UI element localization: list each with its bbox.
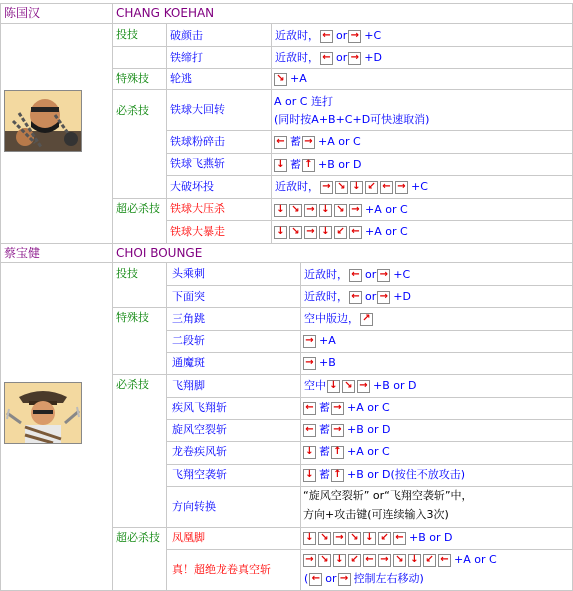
arrow-left-icon: ← (438, 554, 451, 567)
arrow-left-icon: ← (393, 532, 406, 545)
command-text: or (325, 572, 337, 585)
arrow-right-icon: → (338, 573, 351, 586)
arrow-right-icon: → (377, 269, 390, 282)
command-text: +A or C (347, 445, 390, 458)
arrow-down-icon: ↓ (363, 532, 376, 545)
arrow-down-icon: ↓ (303, 469, 316, 482)
category-label: 特殊技 (116, 311, 149, 324)
character-name-cn: 陈国汉 (4, 6, 41, 20)
move-name: 疾风飞翔斩 (172, 401, 227, 414)
command-text: +B or D(按住不放攻击) (347, 468, 466, 481)
command-text: 空中版边， (304, 312, 359, 325)
arrow-down-icon: ↓ (333, 554, 346, 567)
arrow-down-icon: ↓ (319, 204, 332, 217)
command-text: 蓄 (319, 401, 330, 414)
command-text: 近敌时， (304, 268, 348, 281)
move-command (303, 400, 391, 416)
choi-portrait (4, 382, 82, 444)
move-command (303, 422, 391, 438)
command-text: ( (304, 572, 309, 585)
move-command-line2: 方向+攻击键(可连续输入3次) (303, 508, 449, 521)
move-command (303, 355, 337, 371)
command-text: 近敌时， (275, 51, 319, 64)
arrow-up-icon: ↑ (331, 469, 344, 482)
category-label: 超必杀技 (116, 531, 160, 544)
arrow-right-icon: → (348, 30, 361, 43)
arrow-down-left-icon: ↙ (334, 226, 347, 239)
arrow-left-icon: ← (274, 136, 287, 149)
command-text: 蓄 (290, 135, 301, 148)
arrow-left-icon: ← (363, 554, 376, 567)
arrow-right-icon: → (377, 291, 390, 304)
arrow-down-right-icon: ↘ (335, 181, 348, 194)
arrow-down-right-icon: ↘ (334, 204, 347, 217)
arrow-up-icon: ↑ (302, 159, 315, 172)
move-command (274, 50, 383, 66)
arrow-left-icon: ← (349, 269, 362, 282)
command-text: 近敌时， (275, 180, 319, 193)
move-name: 龙卷疾风斩 (172, 445, 227, 458)
arrow-right-icon: → (303, 335, 316, 348)
arrow-down-icon: ↓ (274, 226, 287, 239)
chang-portrait (4, 90, 82, 152)
command-text: 控制左右移动) (353, 572, 424, 585)
command-text: 蓄 (290, 158, 301, 171)
command-text: or (336, 51, 348, 64)
super-move-name: 铁球大压杀 (170, 202, 225, 215)
command-text: +B (319, 356, 336, 369)
arrow-right-icon: → (349, 204, 362, 217)
category-label: 超必杀技 (116, 202, 160, 215)
arrow-down-left-icon: ↙ (423, 554, 436, 567)
move-name: 大破坏投 (170, 180, 214, 193)
arrow-down-left-icon: ↙ (348, 554, 361, 567)
arrow-down-icon: ↓ (274, 159, 287, 172)
arrow-down-right-icon: ↘ (289, 204, 302, 217)
move-command (274, 134, 362, 150)
move-command (303, 467, 466, 483)
move-command (303, 289, 412, 305)
arrow-down-right-icon: ↘ (318, 554, 331, 567)
move-command (274, 28, 382, 44)
move-command-row1 (303, 552, 498, 568)
move-command (274, 202, 409, 218)
command-text: +B or D (347, 423, 391, 436)
command-text: +B or D (318, 158, 362, 171)
move-command (303, 267, 411, 283)
move-command (303, 444, 391, 460)
move-command (274, 224, 409, 240)
arrow-down-left-icon: ↙ (365, 181, 378, 194)
category-label: 投技 (116, 28, 138, 41)
arrow-right-icon: → (348, 52, 361, 65)
move-command-line1: A or C 连打 (274, 95, 333, 108)
move-name: 方向转换 (172, 500, 216, 513)
arrow-left-icon: ← (349, 226, 362, 239)
command-text: +A or C (318, 135, 361, 148)
move-command-row2 (303, 571, 425, 587)
arrow-right-icon: → (331, 402, 344, 415)
move-name: 破颜击 (170, 29, 203, 42)
arrow-right-icon: → (320, 181, 333, 194)
arrow-right-icon: → (357, 380, 370, 393)
command-text: 蓄 (319, 468, 330, 481)
command-text: +A (319, 334, 336, 347)
arrow-right-icon: → (302, 136, 315, 149)
command-text: or (365, 290, 377, 303)
arrow-down-right-icon: ↘ (318, 532, 331, 545)
command-text: +B or D (373, 379, 417, 392)
command-text: +D (393, 290, 411, 303)
command-text: or (365, 268, 377, 281)
move-name: 下面突 (172, 290, 205, 303)
arrow-down-icon: ↓ (274, 204, 287, 217)
arrow-right-icon: → (304, 204, 317, 217)
arrow-right-icon: → (304, 226, 317, 239)
character-name-en: CHANG KOEHAN (116, 6, 215, 20)
move-name: 铁球粉碎击 (170, 135, 225, 148)
arrow-left-icon: ← (303, 402, 316, 415)
arrow-up-right-icon: ↗ (360, 313, 373, 326)
command-text: or (336, 29, 348, 42)
arrow-right-icon: → (395, 181, 408, 194)
category-label: 必杀技 (116, 378, 149, 391)
arrow-down-icon: ↓ (350, 181, 363, 194)
move-name: 三角跳 (172, 312, 205, 325)
arrow-right-icon: → (303, 554, 316, 567)
move-name: 铁缔打 (170, 51, 203, 64)
move-command (274, 157, 362, 173)
arrow-down-right-icon: ↘ (289, 226, 302, 239)
arrow-right-icon: → (333, 532, 346, 545)
command-text: +C (393, 268, 411, 281)
move-name: 旋风空裂斩 (172, 423, 227, 436)
move-command (274, 179, 429, 195)
arrow-down-icon: ↓ (319, 226, 332, 239)
move-name: 二段斩 (172, 334, 205, 347)
arrow-up-icon: ↑ (331, 446, 344, 459)
arrow-down-icon: ↓ (327, 380, 340, 393)
move-command (303, 378, 417, 394)
move-command (303, 530, 453, 546)
move-command (303, 333, 337, 349)
command-text: +A or C (454, 553, 497, 566)
move-name: 铁球飞燕斩 (170, 157, 225, 170)
command-text: 蓄 (319, 445, 330, 458)
command-text: 蓄 (319, 423, 330, 436)
category-label: 必杀技 (116, 104, 149, 117)
command-text: 近敌时， (275, 29, 319, 42)
arrow-down-right-icon: ↘ (274, 73, 287, 86)
arrow-down-right-icon: ↘ (393, 554, 406, 567)
category-label: 投技 (116, 267, 138, 280)
super-move-name: 铁球大暴走 (170, 225, 225, 238)
arrow-down-right-icon: ↘ (342, 380, 355, 393)
arrow-down-icon: ↓ (408, 554, 421, 567)
move-name: 头乘刺 (172, 267, 205, 280)
arrow-left-icon: ← (320, 30, 333, 43)
move-name: 飞翔空袭斩 (172, 468, 227, 481)
command-text: +A or C (347, 401, 390, 414)
arrow-right-icon: → (331, 424, 344, 437)
arrow-left-icon: ← (303, 424, 316, 437)
arrow-down-left-icon: ↙ (378, 532, 391, 545)
command-text: 近敌时， (304, 290, 348, 303)
move-command (274, 71, 308, 87)
command-text: +B or D (409, 531, 453, 544)
command-text: +A or C (365, 203, 408, 216)
move-name: 轮逃 (170, 72, 192, 85)
move-name: 通魔斑 (172, 356, 205, 369)
character-name-en: CHOI BOUNGE (116, 246, 203, 260)
command-text: +D (364, 51, 382, 64)
arrow-right-icon: → (378, 554, 391, 567)
move-command-line2: (同时按A+B+C+D可快速取消) (274, 113, 430, 126)
command-text: +A or C (365, 225, 408, 238)
move-name: 铁球大回转 (170, 103, 225, 116)
move-command (303, 311, 375, 327)
command-text: +C (364, 29, 382, 42)
arrow-down-right-icon: ↘ (348, 532, 361, 545)
command-text: 空中 (304, 379, 326, 392)
arrow-left-icon: ← (320, 52, 333, 65)
super-move-name: 凤凰脚 (172, 531, 205, 544)
arrow-down-icon: ↓ (303, 446, 316, 459)
super-move-name: 真！超绝龙卷真空斩 (172, 563, 271, 576)
arrow-left-icon: ← (380, 181, 393, 194)
arrow-right-icon: → (303, 357, 316, 370)
move-name: 飞翔脚 (172, 379, 205, 392)
command-text: +C (411, 180, 428, 193)
arrow-left-icon: ← (309, 573, 322, 586)
character-name-cn: 蔡宝健 (4, 246, 41, 260)
category-label: 特殊技 (116, 72, 149, 85)
arrow-left-icon: ← (349, 291, 362, 304)
command-text: +A (290, 72, 307, 85)
move-command-line1: “旋风空裂斩” or“飞翔空袭斩”中， (303, 489, 473, 502)
arrow-down-icon: ↓ (303, 532, 316, 545)
